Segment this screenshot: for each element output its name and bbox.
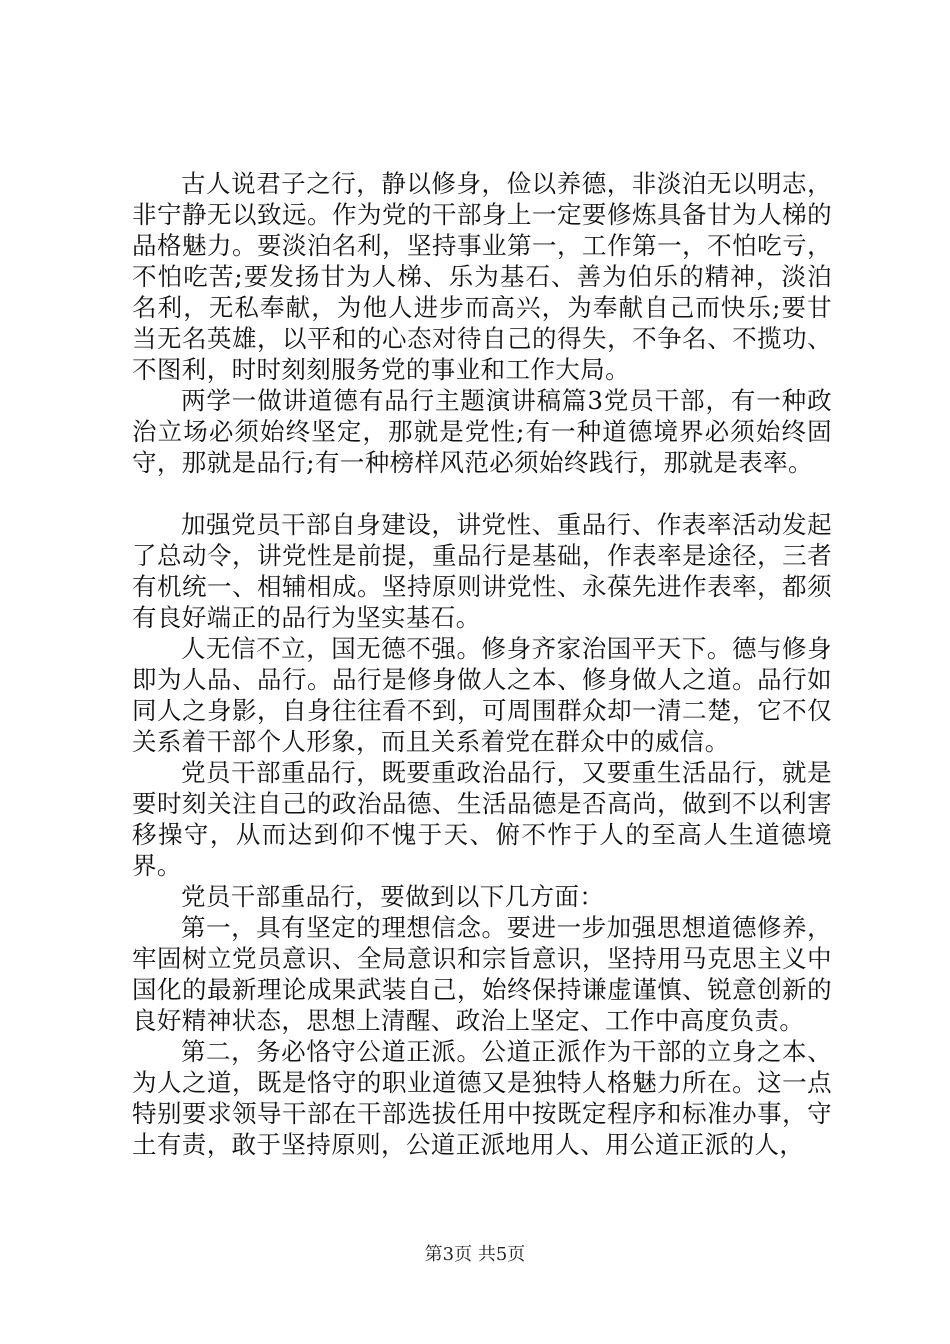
- paragraph-2: 两学一做讲道德有品行主题演讲稿篇3党员干部，有一种政治立场必须始终坚定，那就是党性;有一种道德境界必须始终固守，那就是品行;有一种榜样风范必须始终践行，那就是表率。: [132, 386, 832, 477]
- paragraph-3: 加强党员干部自身建设，讲党性、重品行、作表率活动发起了总动令，讲党性是前提，重品行是基础，作表率是途径，三者有机统一、相辅相成。坚持原则讲党性、永葆先进作表率，都须有良好端正的品行为坚实基石。: [132, 510, 832, 632]
- paragraph-spacer: [132, 478, 832, 509]
- paragraph-5: 党员干部重品行，既要重政治品行，又要重生活品行，就是要时刻关注自己的政治品德、生活品德是否高尚，做到不以利害移操守，从而达到仰不愧于天、俯不怍于人的至高人生道德境界。: [132, 758, 832, 880]
- page-number-footer: 第3页 共5页: [424, 1244, 526, 1265]
- paragraph-1: 古人说君子之行，静以修身，俭以养德，非淡泊无以明志，非宁静无以致远。作为党的干部身上一定要修炼具备甘为人梯的品格魅力。要淡泊名利，坚持事业第一，工作第一，不怕吃亏，不怕吃苦;要发扬甘为人梯、乐为基石、善为伯乐的精神，淡泊名利，无私奉献，为他人进步而高兴，为奉献自己而快乐;要甘当无名英雄，以平和的心态对待自己的得失，不争名、不揽功、不图利，时时刻刻服务党的事业和工作大局。: [132, 169, 832, 384]
- paragraph-8: 第二，务必恪守公道正派。公道正派作为干部的立身之本、为人之道，既是恪守的职业道德又是独特人格魅力所在。这一点特别要求领导干部在干部选拔任用中按既定程序和标准办事，守土有责，敢于坚持原则，公道正派地用人、用公道正派的人，: [132, 1037, 832, 1159]
- paragraph-6: 党员干部重品行，要做到以下几方面：: [181, 882, 605, 911]
- paragraph-7: 第一，具有坚定的理想信念。要进一步加强思想道德修养，牢固树立党员意识、全局意识和宗旨意识，坚持用马克思主义中国化的最新理论成果武装自己，始终保持谦虚谨慎、锐意创新的良好精神状态，思想上清醒、政治上坚定、工作中高度负责。: [132, 913, 832, 1035]
- paragraph-4: 人无信不立，国无德不强。修身齐家治国平天下。德与修身即为人品、品行。品行是修身做人之本、修身做人之道。品行如同人之身影，自身往往看不到，可周围群众却一清二楚，它不仅关系着干部个人形象，而且关系着党在群众中的威信。: [132, 634, 832, 756]
- document-body: [132, 168, 832, 1160]
